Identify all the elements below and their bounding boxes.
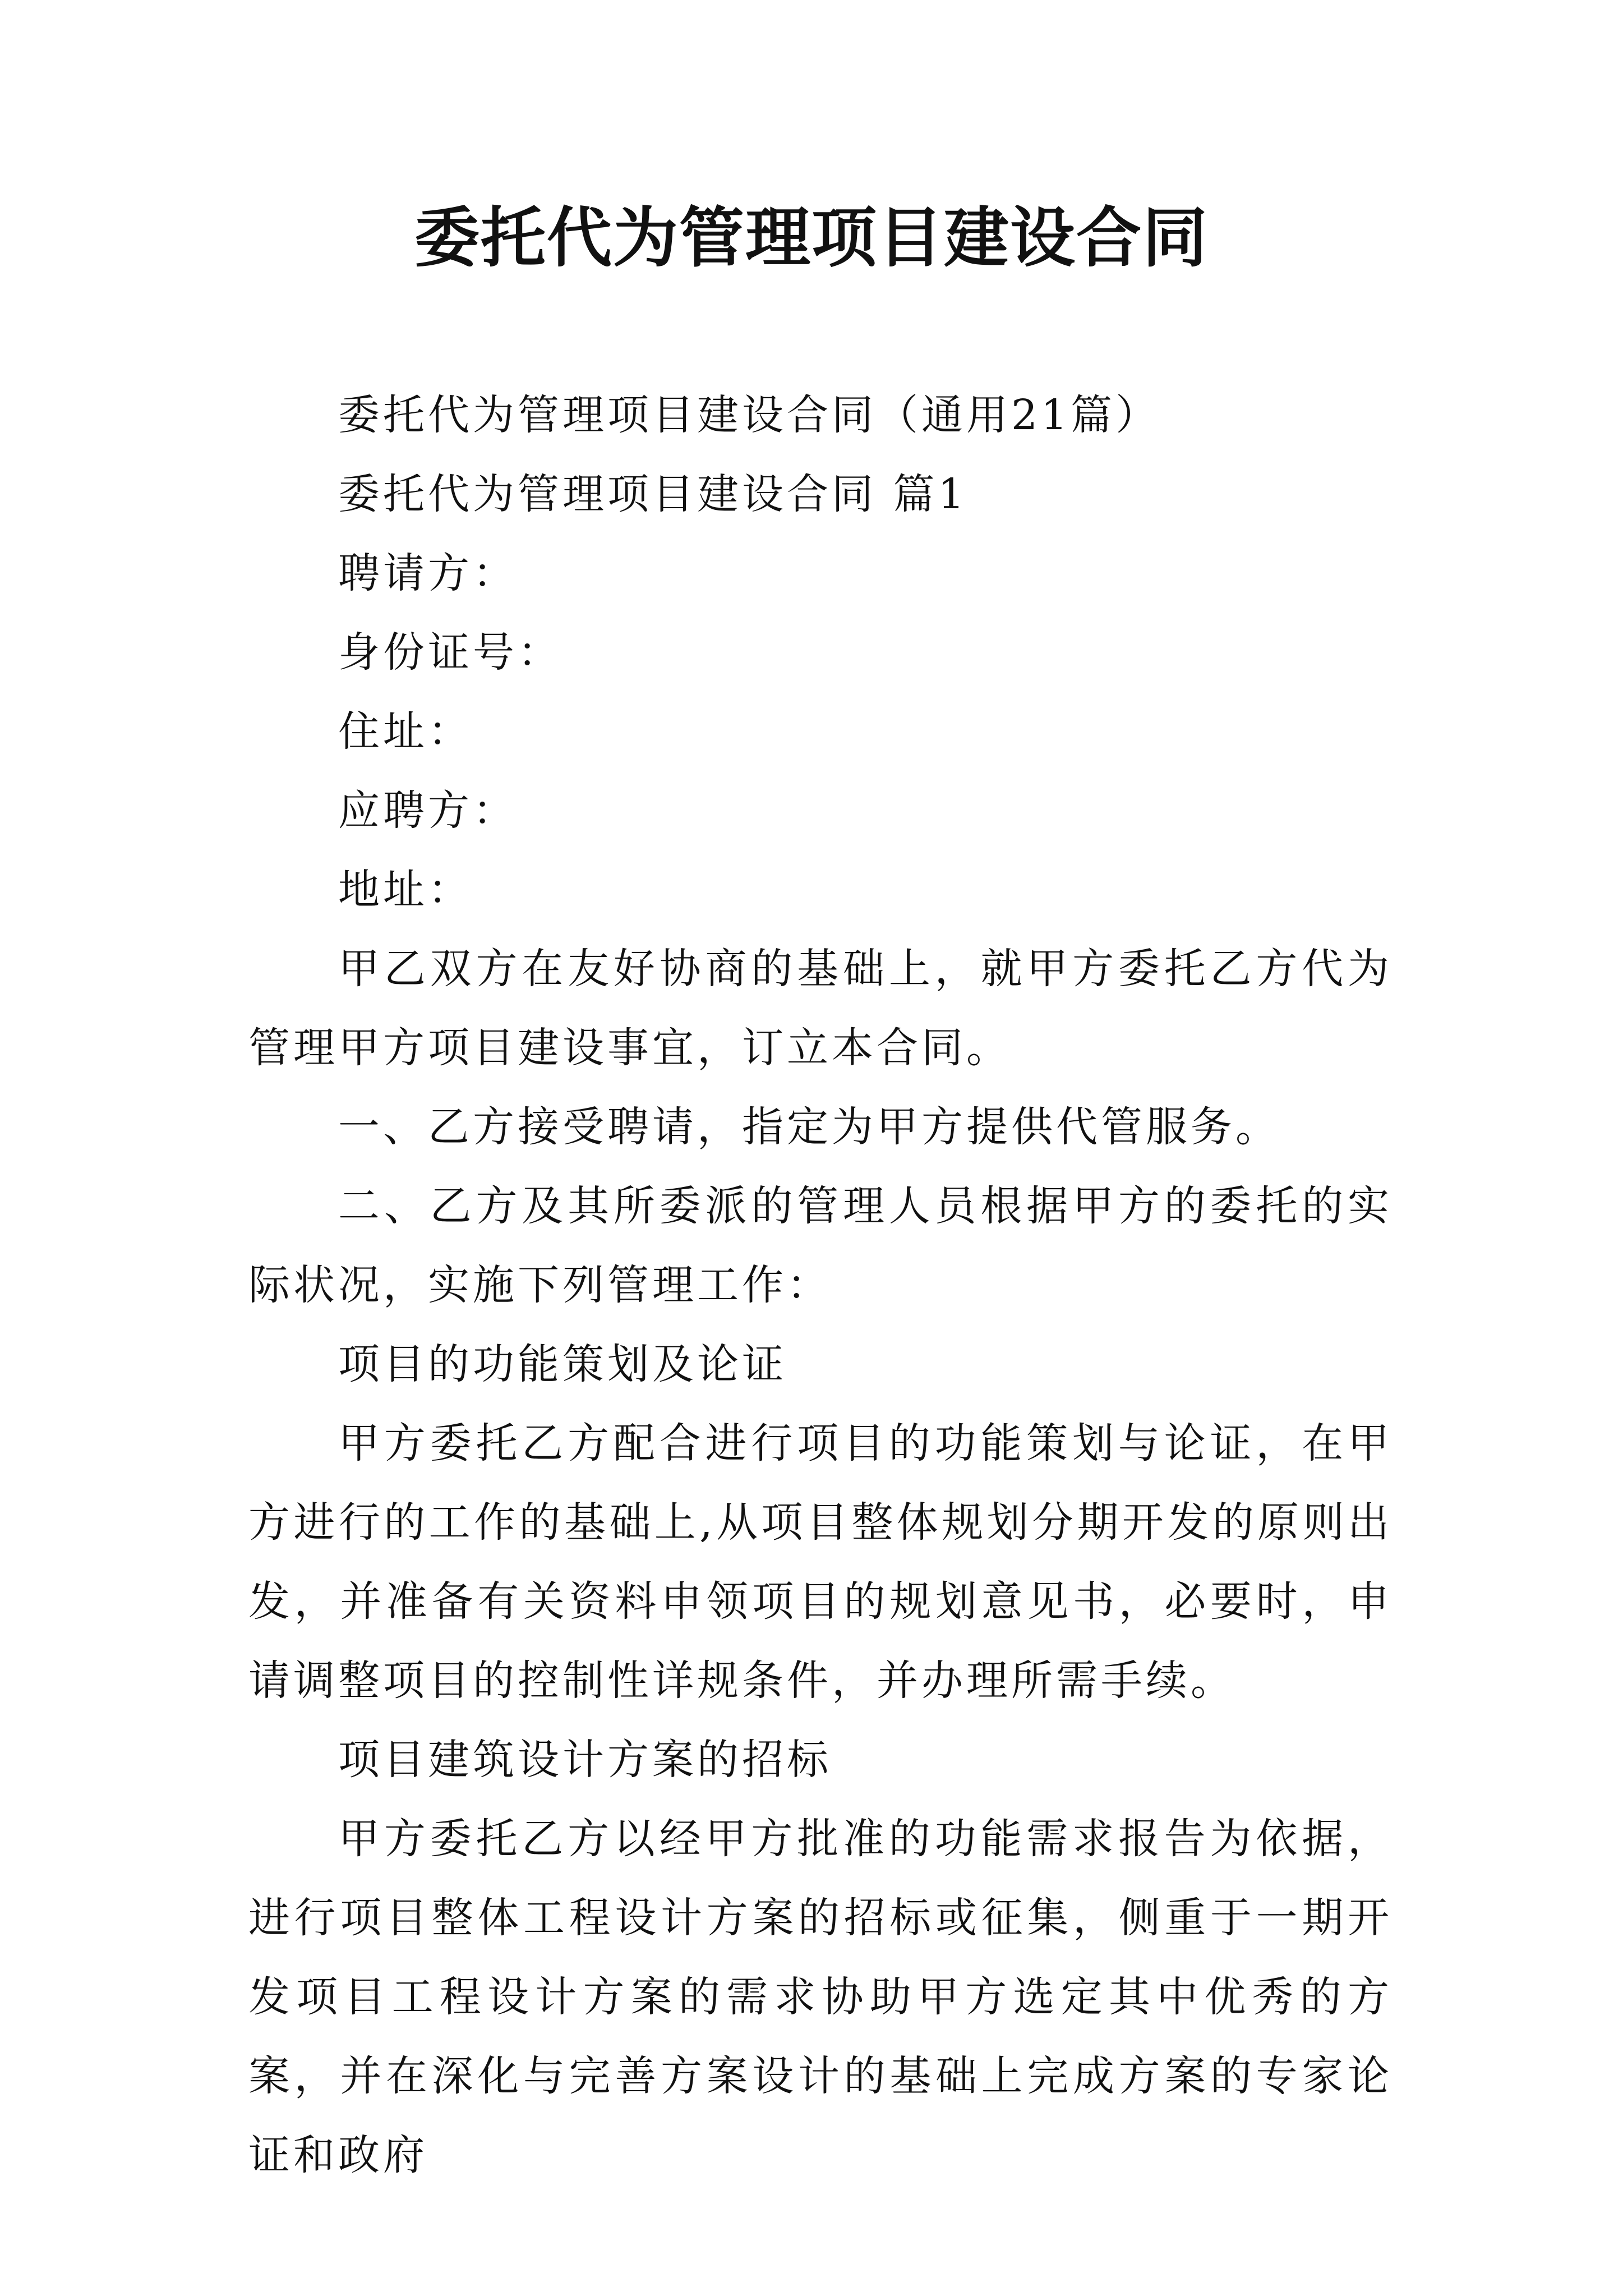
paragraph-id-number: 身份证号： xyxy=(338,628,562,677)
paragraph-design-bid-detail: 甲方委托乙方以经甲方批准的功能需求报告为依据，进行项目整体工程设计方案的招标或征集，侧重于一期开发项目工程设计方案的需求协助甲方选定其中优秀的方案，并在深化与完善方案设计的基础上完成方案的专家论证和政府 xyxy=(248,1815,1393,2179)
paragraph-part-1-heading: 委托代为管理项目建设合同 篇1 xyxy=(338,470,968,518)
document-body xyxy=(248,376,1393,2195)
document-title: 委托代为管理项目建设合同 xyxy=(414,200,1209,276)
paragraph-address: 地址： xyxy=(338,866,473,914)
paragraph-clause-2: 二、乙方及其所委派的管理人员根据甲方的委托的实际状况，实施下列管理工作： xyxy=(248,1182,1393,1309)
paragraph-heading-series: 委托代为管理项目建设合同（通用21篇） xyxy=(338,391,1161,439)
paragraph-employer: 聘请方： xyxy=(338,549,518,597)
paragraph-clause-1: 一、乙方接受聘请，指定为甲方提供代管服务。 xyxy=(338,1103,1280,1151)
paragraph-residence: 住址： xyxy=(338,707,473,756)
paragraph-function-detail: 甲方委托乙方配合进行项目的功能策划与论证，在甲方进行的工作的基础上,从项目整体规划分期开发的原则出发，并准备有关资料申领项目的规划意见书，必要时，申请调整项目的控制性详规条件，并办理所需手续。 xyxy=(248,1419,1393,1705)
paragraph-subheading-function: 项目的功能策划及论证 xyxy=(338,1340,787,1388)
paragraph-preamble: 甲乙双方在友好协商的基础上，就甲方委托乙方代为管理甲方项目建设事宜，订立本合同。 xyxy=(248,945,1393,1072)
paragraph-subheading-design-bid: 项目建筑设计方案的招标 xyxy=(338,1736,832,1784)
paragraph-employee: 应聘方： xyxy=(338,786,518,835)
